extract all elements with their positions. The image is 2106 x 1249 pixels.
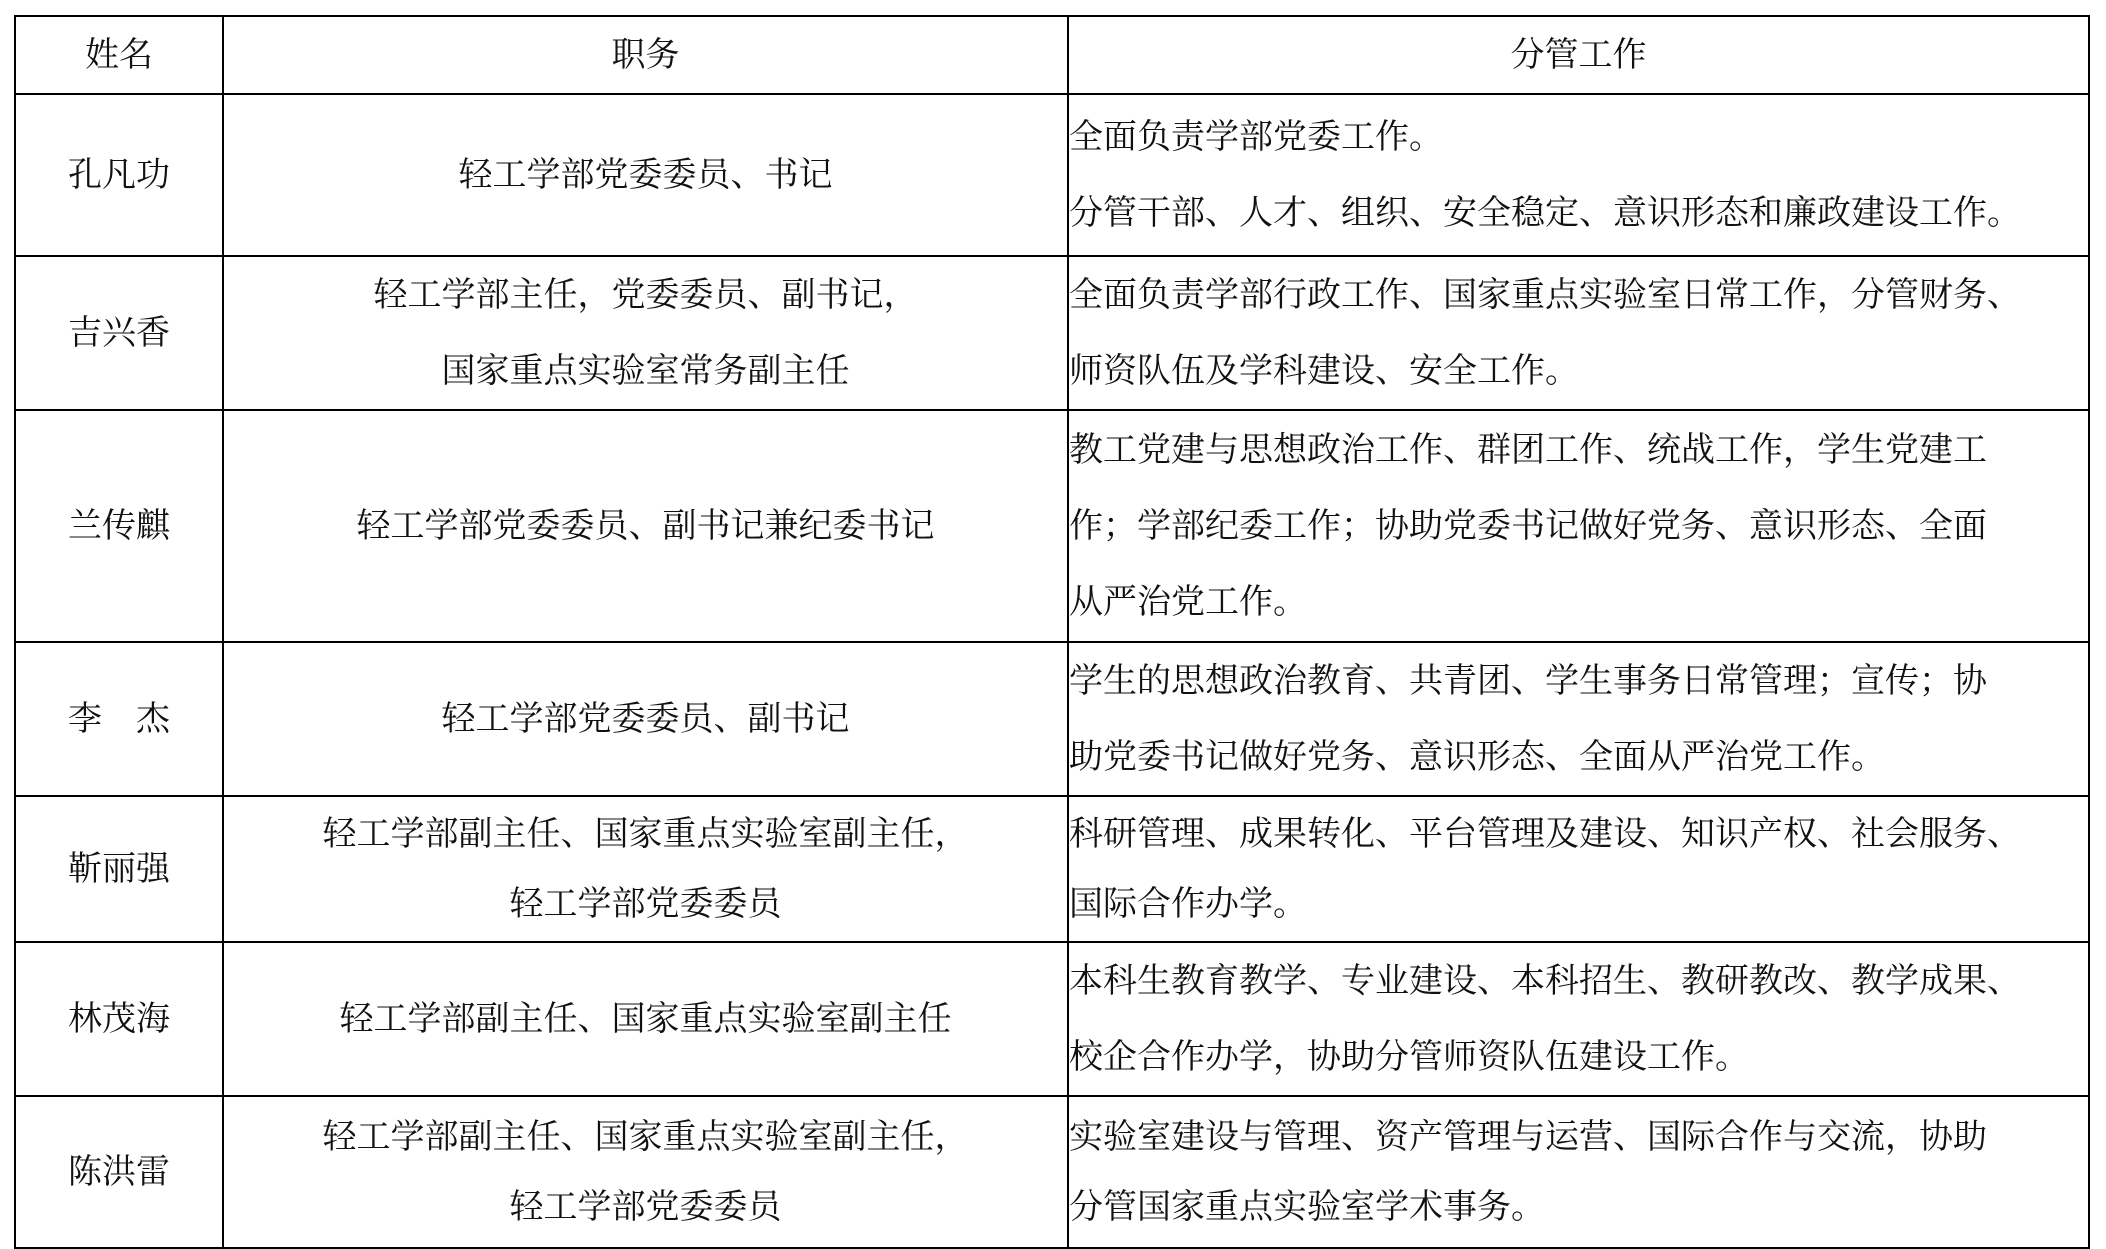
- duty-cell: [1068, 942, 2089, 1096]
- duty-cell: [1068, 94, 2089, 256]
- table-row: [15, 642, 2089, 796]
- leadership-duty-table: [14, 15, 2090, 1249]
- duty-line: 全面负责学部党委工作。: [1069, 117, 1443, 157]
- table-row: [15, 1096, 2089, 1248]
- post-line: 轻工学部党委委员: [509, 1187, 782, 1227]
- post-cell: [223, 256, 1068, 410]
- post-line: 轻工学部副主任、国家重点实验室副主任，: [322, 1117, 969, 1157]
- table-row: [15, 942, 2089, 1096]
- post-cell: [223, 410, 1068, 642]
- post-line: 轻工学部党委委员: [509, 884, 782, 924]
- name-cell: 李 杰: [15, 642, 223, 796]
- post-line: 轻工学部副主任、国家重点实验室副主任: [339, 999, 952, 1039]
- name-cell: 吉兴香: [15, 256, 223, 410]
- duty-line: 助党委书记做好党务、意识形态、全面从严治党工作。: [1069, 737, 1885, 777]
- header-name: 姓名: [15, 16, 223, 94]
- header-post: 职务: [223, 16, 1068, 94]
- name-cell: 林茂海: [15, 942, 223, 1096]
- name-cell: 兰传麒: [15, 410, 223, 642]
- duty-line: 分管国家重点实验室学术事务。: [1069, 1187, 1545, 1227]
- table-row: [15, 796, 2089, 942]
- duty-line: 校企合作办学，协助分管师资队伍建设工作。: [1069, 1037, 1749, 1077]
- post-cell: [223, 1096, 1068, 1248]
- duty-cell: [1068, 796, 2089, 942]
- post-cell: [223, 942, 1068, 1096]
- duty-line: 分管干部、人才、组织、安全稳定、意识形态和廉政建设工作。: [1069, 193, 2021, 233]
- duty-line: 实验室建设与管理、资产管理与运营、国际合作与交流，协助: [1069, 1117, 1987, 1157]
- duty-line: 师资队伍及学科建设、安全工作。: [1069, 351, 1579, 391]
- duty-line: 全面负责学部行政工作、国家重点实验室日常工作，分管财务、: [1069, 275, 2021, 315]
- name-cell: 孔凡功: [15, 94, 223, 256]
- post-cell: [223, 642, 1068, 796]
- table-row: [15, 256, 2089, 410]
- duty-line: 学生的思想政治教育、共青团、学生事务日常管理；宣传；协: [1069, 661, 1987, 701]
- duty-line: 教工党建与思想政治工作、群团工作、统战工作，学生党建工: [1069, 430, 1987, 470]
- duty-cell: [1068, 1096, 2089, 1248]
- duty-line: 国际合作办学。: [1069, 884, 1307, 924]
- post-line: 轻工学部党委委员、副书记: [441, 699, 850, 739]
- table-row: [15, 94, 2089, 256]
- duty-line: 科研管理、成果转化、平台管理及建设、知识产权、社会服务、: [1069, 814, 2021, 854]
- table-header-row: [15, 16, 2089, 94]
- post-line: 轻工学部党委委员、书记: [458, 155, 833, 195]
- post-line: 轻工学部主任，党委委员、副书记，: [373, 275, 918, 315]
- duty-line: 从严治党工作。: [1069, 582, 1307, 622]
- post-line: 国家重点实验室常务副主任: [441, 351, 850, 391]
- header-duty: 分管工作: [1068, 16, 2089, 94]
- duty-cell: [1068, 642, 2089, 796]
- duty-line: 作；学部纪委工作；协助党委书记做好党务、意识形态、全面: [1069, 506, 1987, 546]
- duty-cell: [1068, 410, 2089, 642]
- post-line: 轻工学部副主任、国家重点实验室副主任，: [322, 814, 969, 854]
- name-cell: 陈洪雷: [15, 1096, 223, 1248]
- post-cell: [223, 796, 1068, 942]
- post-cell: [223, 94, 1068, 256]
- name-cell: 靳丽强: [15, 796, 223, 942]
- duty-line: 本科生教育教学、专业建设、本科招生、教研教改、教学成果、: [1069, 961, 2021, 1001]
- duty-cell: [1068, 256, 2089, 410]
- table-row: [15, 410, 2089, 642]
- post-line: 轻工学部党委委员、副书记兼纪委书记: [356, 506, 935, 546]
